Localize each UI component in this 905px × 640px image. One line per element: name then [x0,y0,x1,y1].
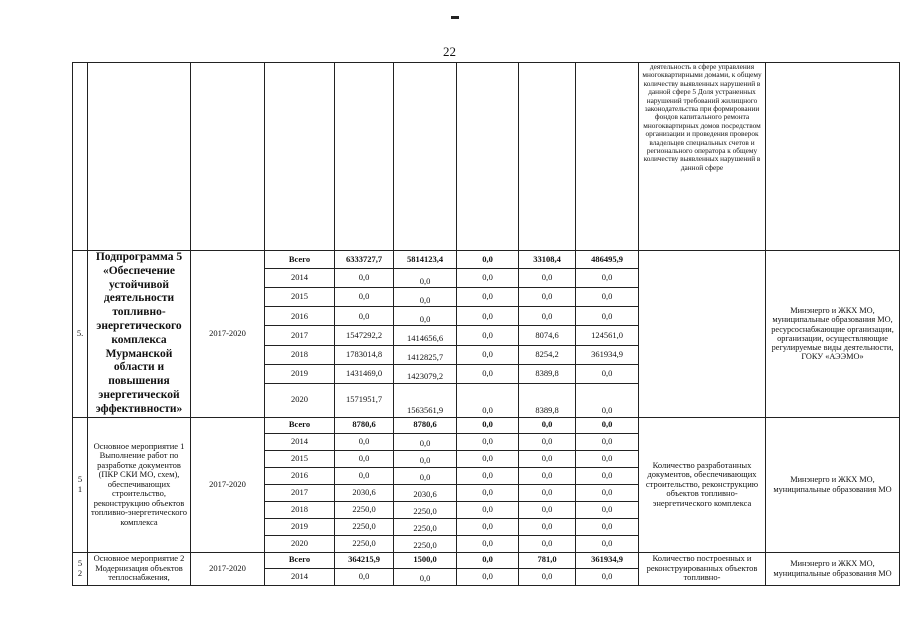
total-cell: 8780,6 [335,417,394,433]
year-cell: 2017 [265,326,335,345]
value-cell: 0,0 [519,501,576,518]
cell-empty [88,63,191,251]
cell-empty [265,63,335,251]
section-title: Основное мероприятие 2 Модернизация объектов теплоснабжения, [88,552,191,585]
value-cell: 0,0 [576,467,639,484]
value-cell: 0,0 [457,345,519,364]
responsible-cell: Минэнерго и ЖКХ МО, муниципальные образования МО [766,417,900,552]
value-cell: 361934,9 [576,552,639,568]
section-title: Основное мероприятие 1 Выполнение работ по разработке документов (ПКР СКИ МО, схем), обеспечивающих строительство, реконструкцию объектов топливно-энергетического комплекса [88,417,191,552]
value-cell: 0,0 [576,288,639,307]
section-period: 2017-2020 [191,552,265,585]
cell-empty [766,63,900,251]
value-cell: 0,0 [457,417,519,433]
value-cell: 0,0 [457,326,519,345]
value-cell: 0,0 [457,307,519,326]
value-cell: 0,0 [576,433,639,450]
table-row [73,251,900,269]
value-cell: 361934,9 [576,345,639,364]
value-cell: 781,0 [519,552,576,568]
section-number: 5 2 [73,552,88,585]
program-table [72,62,900,586]
total-cell: 364215,9 [335,552,394,568]
cell-empty [73,63,88,251]
year-cell: 2018 [265,345,335,364]
page-number: 22 [443,44,456,59]
value-cell: 0,0 [576,535,639,552]
value-cell: 124561,0 [576,326,639,345]
total-cell: 2250,0 [335,501,394,518]
table-row [73,417,900,433]
value-cell: 1412825,7 [394,345,457,364]
value-cell: 0,0 [394,568,457,585]
year-cell: 2018 [265,501,335,518]
value-cell: 0,0 [394,288,457,307]
value-cell: 0,0 [457,251,519,269]
year-cell: 2014 [265,269,335,288]
value-cell: 0,0 [394,307,457,326]
cell-empty [335,63,394,251]
section-title: Подпрограмма 5 «Обеспечение устойчивой деятельности топливно-энергетического комплекса Мурманской области и повышения энергетической эффективности» [88,251,191,418]
value-cell: 0,0 [457,288,519,307]
year-cell: 2014 [265,433,335,450]
indicator-cell: Количество построенных и реконструированных объектов топливно- [639,552,766,585]
total-cell: 2030,6 [335,484,394,501]
scan-mark [451,16,459,19]
value-cell: 33108,4 [519,251,576,269]
value-cell: 0,0 [519,288,576,307]
value-cell: 0,0 [519,269,576,288]
value-cell: 0,0 [519,518,576,535]
value-cell: 0,0 [519,535,576,552]
value-cell: 0,0 [576,568,639,585]
year-cell: Всего [265,251,335,269]
value-cell: 0,0 [457,552,519,568]
value-cell: 0,0 [394,269,457,288]
value-cell: 0,0 [457,484,519,501]
value-cell: 0,0 [457,383,519,417]
cell-empty [394,63,457,251]
total-cell: 2250,0 [335,518,394,535]
value-cell: 0,0 [576,364,639,383]
year-cell: 2019 [265,518,335,535]
value-cell: 0,0 [519,484,576,501]
year-cell: 2015 [265,450,335,467]
value-cell: 8780,6 [394,417,457,433]
year-cell: 2015 [265,288,335,307]
total-cell: 0,0 [335,307,394,326]
section-period: 2017-2020 [191,251,265,418]
value-cell: 2030,6 [394,484,457,501]
value-cell: 1500,0 [394,552,457,568]
cell-empty [519,63,576,251]
section-number: 5 1 [73,417,88,552]
cell-empty [576,63,639,251]
responsible-cell: Минэнерго и ЖКХ МО, муниципальные образования МО [766,552,900,585]
total-cell: 0,0 [335,269,394,288]
responsible-cell: Минэнерго и ЖКХ МО, муниципальные образования МО, ресурсоснабжающие организации, организации, осуществляющие регулируемые виды деятельности, ГОКУ «АЭЭМО» [766,251,900,418]
value-cell: 0,0 [457,467,519,484]
total-cell: 2250,0 [335,535,394,552]
value-cell: 2250,0 [394,518,457,535]
total-cell: 0,0 [335,288,394,307]
value-cell: 1414656,6 [394,326,457,345]
year-cell: 2019 [265,364,335,383]
value-cell: 0,0 [576,383,639,417]
total-cell: 0,0 [335,568,394,585]
value-cell: 0,0 [519,307,576,326]
value-cell: 0,0 [457,535,519,552]
value-cell: 0,0 [457,518,519,535]
continuation-row [73,63,900,251]
year-cell: Всего [265,552,335,568]
total-cell: 6333727,7 [335,251,394,269]
value-cell: 5814123,4 [394,251,457,269]
value-cell: 486495,9 [576,251,639,269]
value-cell: 0,0 [576,269,639,288]
total-cell: 1431469,0 [335,364,394,383]
total-cell: 0,0 [335,433,394,450]
value-cell: 2250,0 [394,535,457,552]
total-cell: 0,0 [335,450,394,467]
total-cell: 1783014,8 [335,345,394,364]
year-cell: 2020 [265,383,335,417]
value-cell: 0,0 [457,501,519,518]
value-cell: 0,0 [519,467,576,484]
value-cell: 1423079,2 [394,364,457,383]
cell-empty [457,63,519,251]
value-cell: 0,0 [394,467,457,484]
total-cell: 0,0 [335,467,394,484]
year-cell: 2016 [265,307,335,326]
value-cell: 8389,8 [519,383,576,417]
value-cell: 0,0 [394,433,457,450]
section-period: 2017-2020 [191,417,265,552]
value-cell: 0,0 [576,518,639,535]
value-cell: 0,0 [457,568,519,585]
value-cell: 0,0 [519,450,576,467]
value-cell: 0,0 [394,450,457,467]
value-cell: 2250,0 [394,501,457,518]
total-cell: 1547292,2 [335,326,394,345]
indicators-cell: деятельность в сфере управления многоквартирными домами, к общему количеству выявленных нарушений в данной сфере 5 Доля устраненных нарушений требований жилищного законодательства при формировании фондов капитального ремонта многоквартирных домов посредством организации и проведения проверок владельцев специальных счетов и регионального оператора к общему количеству выявленных нарушений в данной сфере [639,63,766,251]
section-number: 5. [73,251,88,418]
value-cell: 0,0 [519,568,576,585]
year-cell: 2016 [265,467,335,484]
value-cell: 0,0 [519,417,576,433]
value-cell: 0,0 [576,417,639,433]
year-cell: 2017 [265,484,335,501]
value-cell: 0,0 [576,501,639,518]
value-cell: 0,0 [576,450,639,467]
cell-empty [191,63,265,251]
value-cell: 0,0 [576,307,639,326]
indicator-cell [639,251,766,418]
value-cell: 0,0 [457,450,519,467]
value-cell: 8074,6 [519,326,576,345]
value-cell: 8389,8 [519,364,576,383]
year-cell: 2020 [265,535,335,552]
value-cell: 0,0 [576,484,639,501]
value-cell: 0,0 [457,269,519,288]
year-cell: Всего [265,417,335,433]
year-cell: 2014 [265,568,335,585]
value-cell: 0,0 [519,433,576,450]
value-cell: 1563561,9 [394,383,457,417]
value-cell: 0,0 [457,433,519,450]
total-cell: 1571951,7 [335,383,394,417]
value-cell: 0,0 [457,364,519,383]
table-row [73,552,900,568]
indicator-cell: Количество разработанных документов, обеспечивающих строительство, реконструкцию объектов топливно-энергетического комплекса [639,417,766,552]
value-cell: 8254,2 [519,345,576,364]
